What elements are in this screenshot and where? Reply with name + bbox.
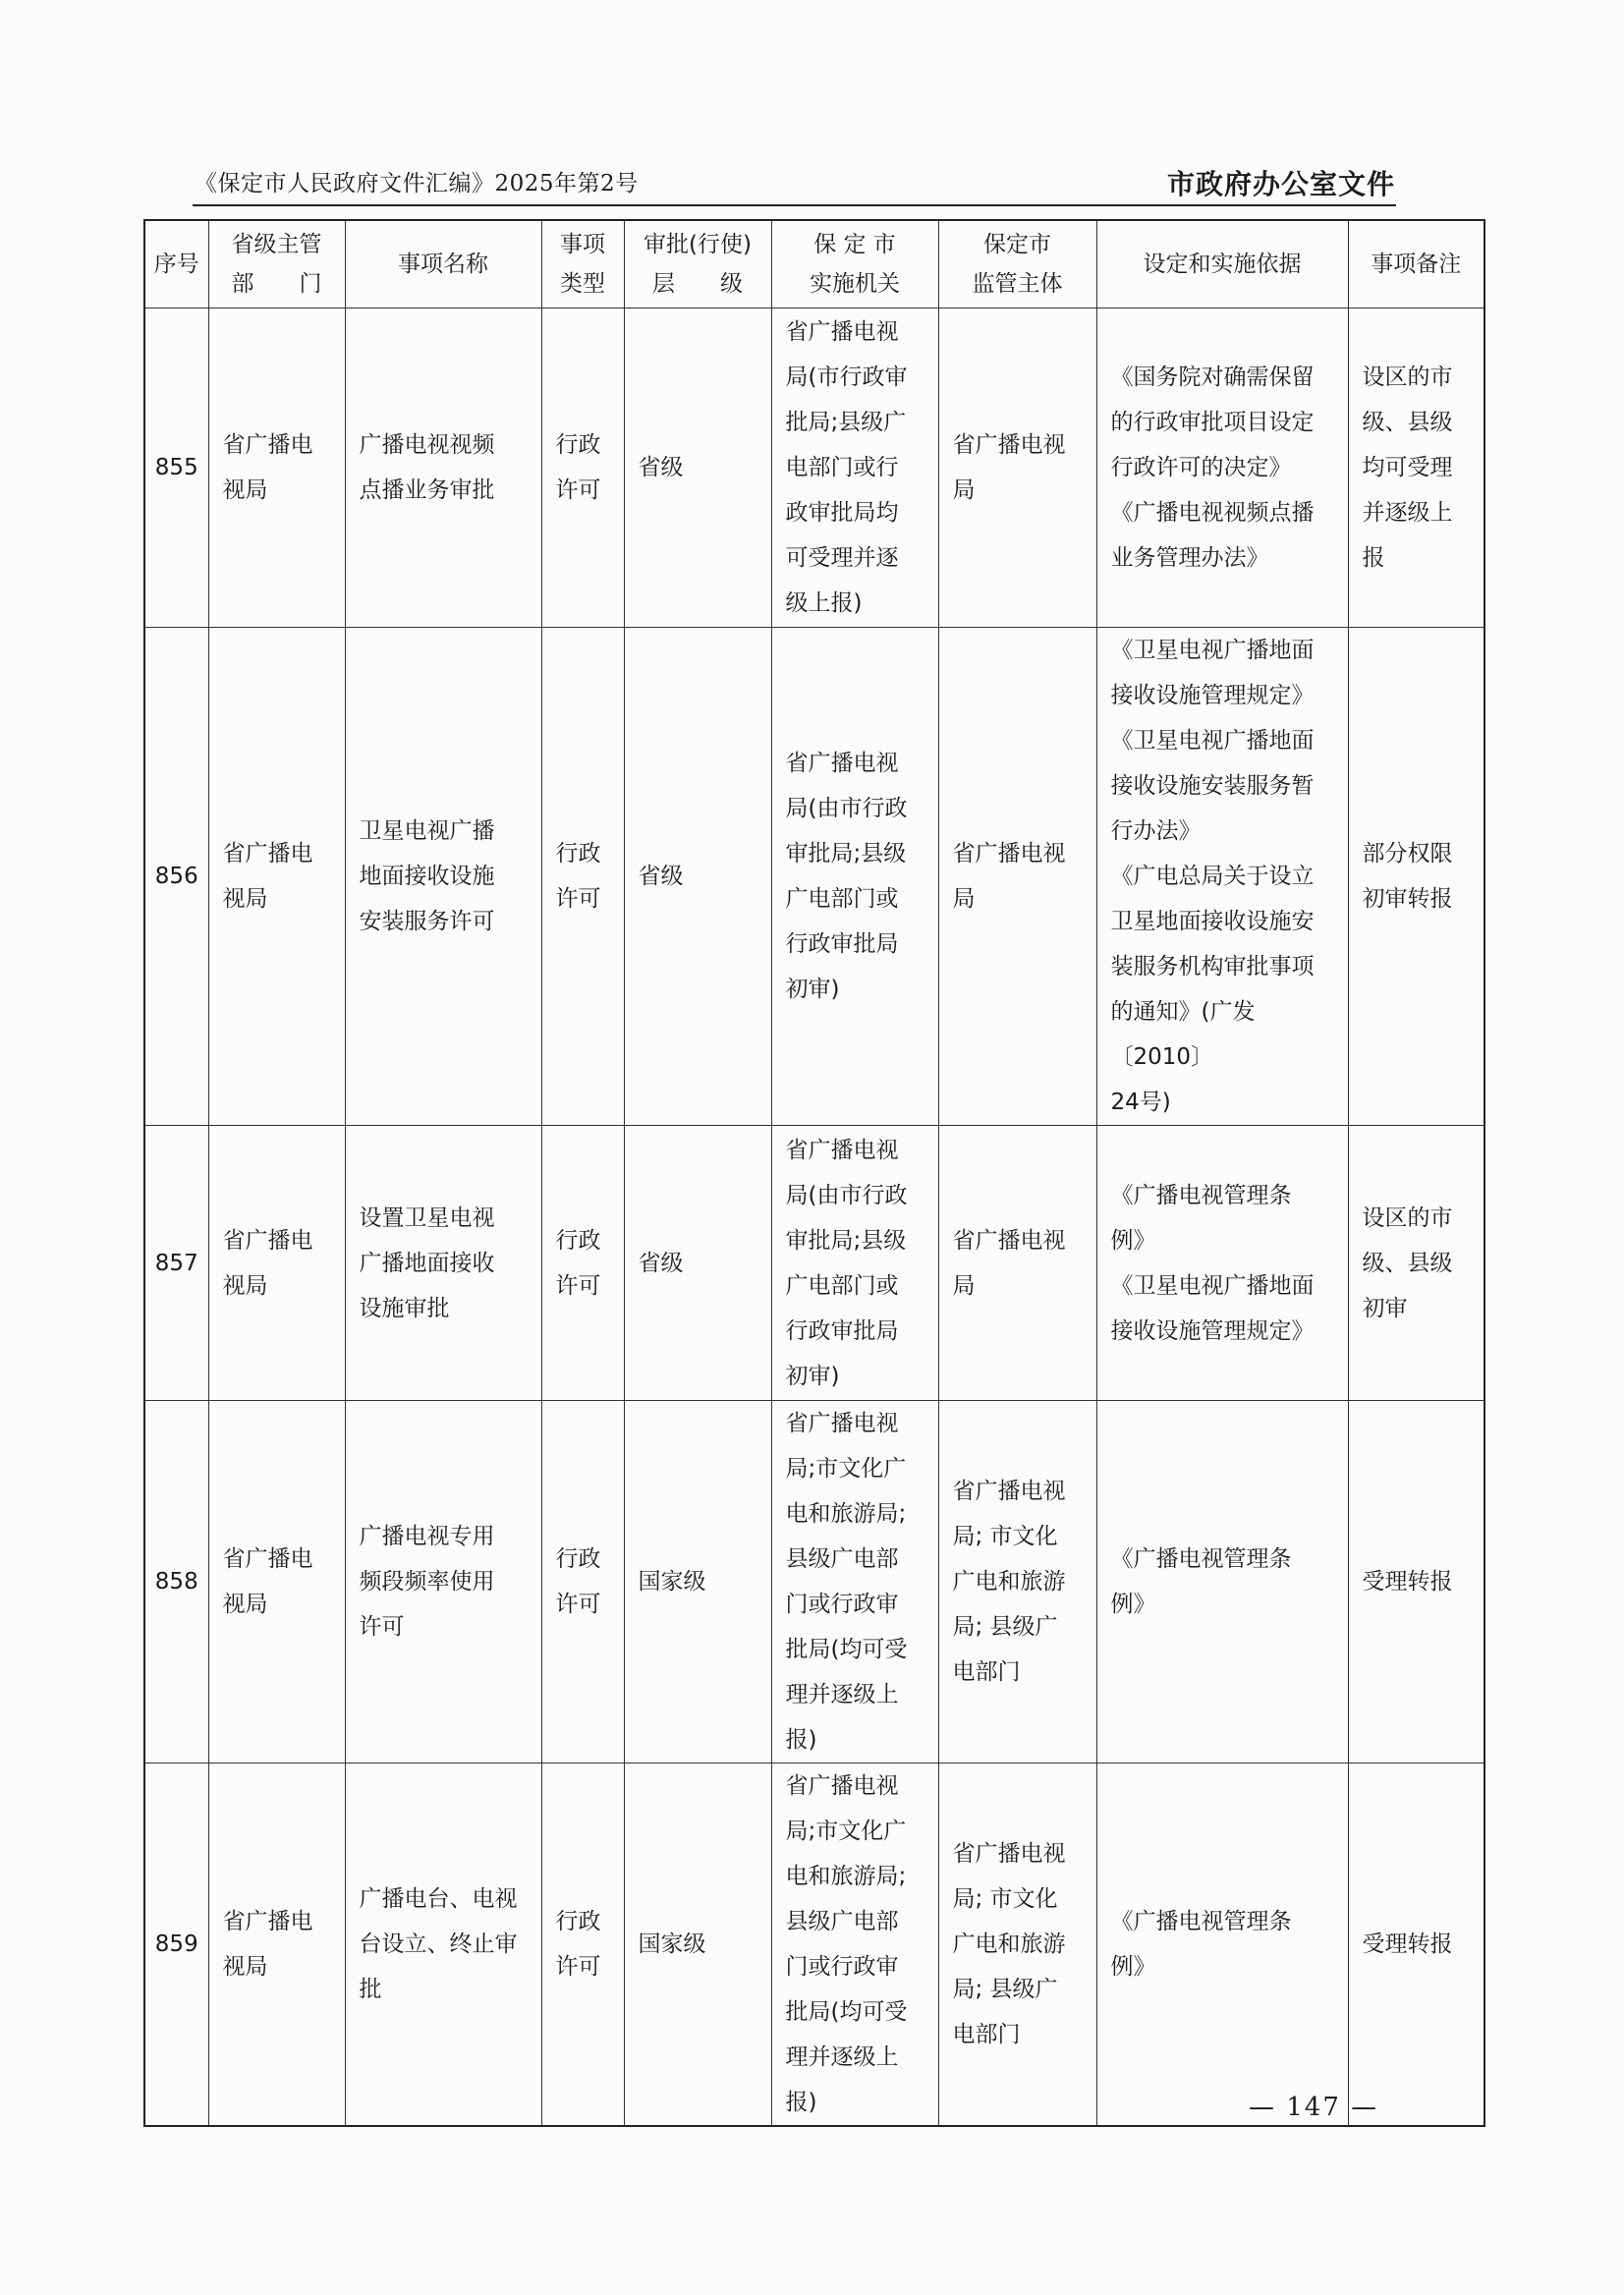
column-header: 保 定 市 实施机关	[771, 220, 938, 308]
implementing-agency: 省广播电视 局;市文化广 电和旅游局; 县级广电部 门或行政审 批局(均可受 理并逐级上 报)	[771, 1763, 938, 2127]
legal-basis: 《国务院对确需保留 的行政审批项目设定 行政许可的决定》 《广播电视视频点播 业务管理办法》	[1096, 308, 1348, 628]
page-number: 147	[1286, 2093, 1341, 2122]
legal-basis: 《卫星电视广播地面 接收设施管理规定》 《卫星电视广播地面 接收设施安装服务暂 行办法》 《广电总局关于设立 卫星地面接收设施安 装服务机构审批事项 的通知》(广发〔2010〕 24号)	[1096, 628, 1348, 1126]
document-series-title: 《保定市人民政府文件汇编》2025年第2号	[195, 171, 639, 196]
table-header-row	[144, 220, 1484, 308]
item-type: 行政 许可	[541, 1126, 624, 1401]
provincial-dept: 省广播电 视局	[208, 1126, 345, 1401]
item-number: 858	[144, 1401, 208, 1763]
implementing-agency: 省广播电视 局;市文化广 电和旅游局; 县级广电部 门或行政审 批局(均可受 理并逐级上 报)	[771, 1401, 938, 1763]
approval-level: 省级	[624, 308, 771, 628]
table-row	[144, 308, 1484, 628]
column-header: 保定市 监管主体	[938, 220, 1096, 308]
implementing-agency: 省广播电视 局(由市行政 审批局;县级 广电部门或 行政审批局 初审)	[771, 1126, 938, 1401]
supervising-body: 省广播电视 局	[938, 628, 1096, 1126]
column-header: 审批(行使) 层 级	[624, 220, 771, 308]
item-note: 设区的市 级、县级 初审	[1348, 1126, 1484, 1401]
legal-basis: 《广播电视管理条 例》	[1096, 1401, 1348, 1763]
column-header: 事项 类型	[541, 220, 624, 308]
legal-basis: 《广播电视管理条 例》 《卫星电视广播地面 接收设施管理规定》	[1096, 1126, 1348, 1401]
provincial-dept: 省广播电 视局	[208, 1763, 345, 2127]
column-header: 序号	[144, 220, 208, 308]
table-row	[144, 628, 1484, 1126]
table-row	[144, 1401, 1484, 1763]
provincial-dept: 省广播电 视局	[208, 1401, 345, 1763]
approval-items-table	[143, 219, 1485, 2127]
item-name: 广播电视专用 频段频率使用 许可	[345, 1401, 541, 1763]
section-title: 市政府办公室文件	[1166, 168, 1395, 200]
item-number: 857	[144, 1126, 208, 1401]
item-type: 行政 许可	[541, 628, 624, 1126]
supervising-body: 省广播电视 局	[938, 1126, 1096, 1401]
page-dash-right: —	[1351, 2093, 1379, 2122]
item-type: 行政 许可	[541, 1763, 624, 2127]
item-note: 受理转报	[1348, 1401, 1484, 1763]
legal-basis: 《广播电视管理条 例》	[1096, 1763, 1348, 2127]
item-note: 受理转报	[1348, 1763, 1484, 2127]
table-row	[144, 1763, 1484, 2127]
column-header: 设定和实施依据	[1096, 220, 1348, 308]
column-header: 事项备注	[1348, 220, 1484, 308]
header-rule	[193, 204, 1396, 206]
page-footer	[1249, 2093, 1378, 2122]
item-name: 广播电视视频 点播业务审批	[345, 308, 541, 628]
item-name: 设置卫星电视 广播地面接收 设施审批	[345, 1126, 541, 1401]
supervising-body: 省广播电视 局	[938, 308, 1096, 628]
provincial-dept: 省广播电 视局	[208, 308, 345, 628]
item-name: 卫星电视广播 地面接收设施 安装服务许可	[345, 628, 541, 1126]
approval-level: 国家级	[624, 1763, 771, 2127]
item-name: 广播电台、电视 台设立、终止审 批	[345, 1763, 541, 2127]
supervising-body: 省广播电视 局; 市文化 广电和旅游 局; 县级广 电部门	[938, 1763, 1096, 2127]
supervising-body: 省广播电视 局; 市文化 广电和旅游 局; 县级广 电部门	[938, 1401, 1096, 1763]
item-note: 设区的市 级、县级 均可受理 并逐级上 报	[1348, 308, 1484, 628]
item-number: 859	[144, 1763, 208, 2127]
implementing-agency: 省广播电视 局(市行政审 批局;县级广 电部门或行 政审批局均 可受理并逐 级上报)	[771, 308, 938, 628]
approval-level: 国家级	[624, 1401, 771, 1763]
approval-level: 省级	[624, 1126, 771, 1401]
item-type: 行政 许可	[541, 308, 624, 628]
approval-level: 省级	[624, 628, 771, 1126]
item-number: 856	[144, 628, 208, 1126]
provincial-dept: 省广播电 视局	[208, 628, 345, 1126]
column-header: 事项名称	[345, 220, 541, 308]
page-dash-left: —	[1249, 2093, 1276, 2122]
table-row	[144, 1126, 1484, 1401]
item-note: 部分权限 初审转报	[1348, 628, 1484, 1126]
item-number: 855	[144, 308, 208, 628]
implementing-agency: 省广播电视 局(由市行政 审批局;县级 广电部门或 行政审批局 初审)	[771, 628, 938, 1126]
item-type: 行政 许可	[541, 1401, 624, 1763]
column-header: 省级主管 部 门	[208, 220, 345, 308]
